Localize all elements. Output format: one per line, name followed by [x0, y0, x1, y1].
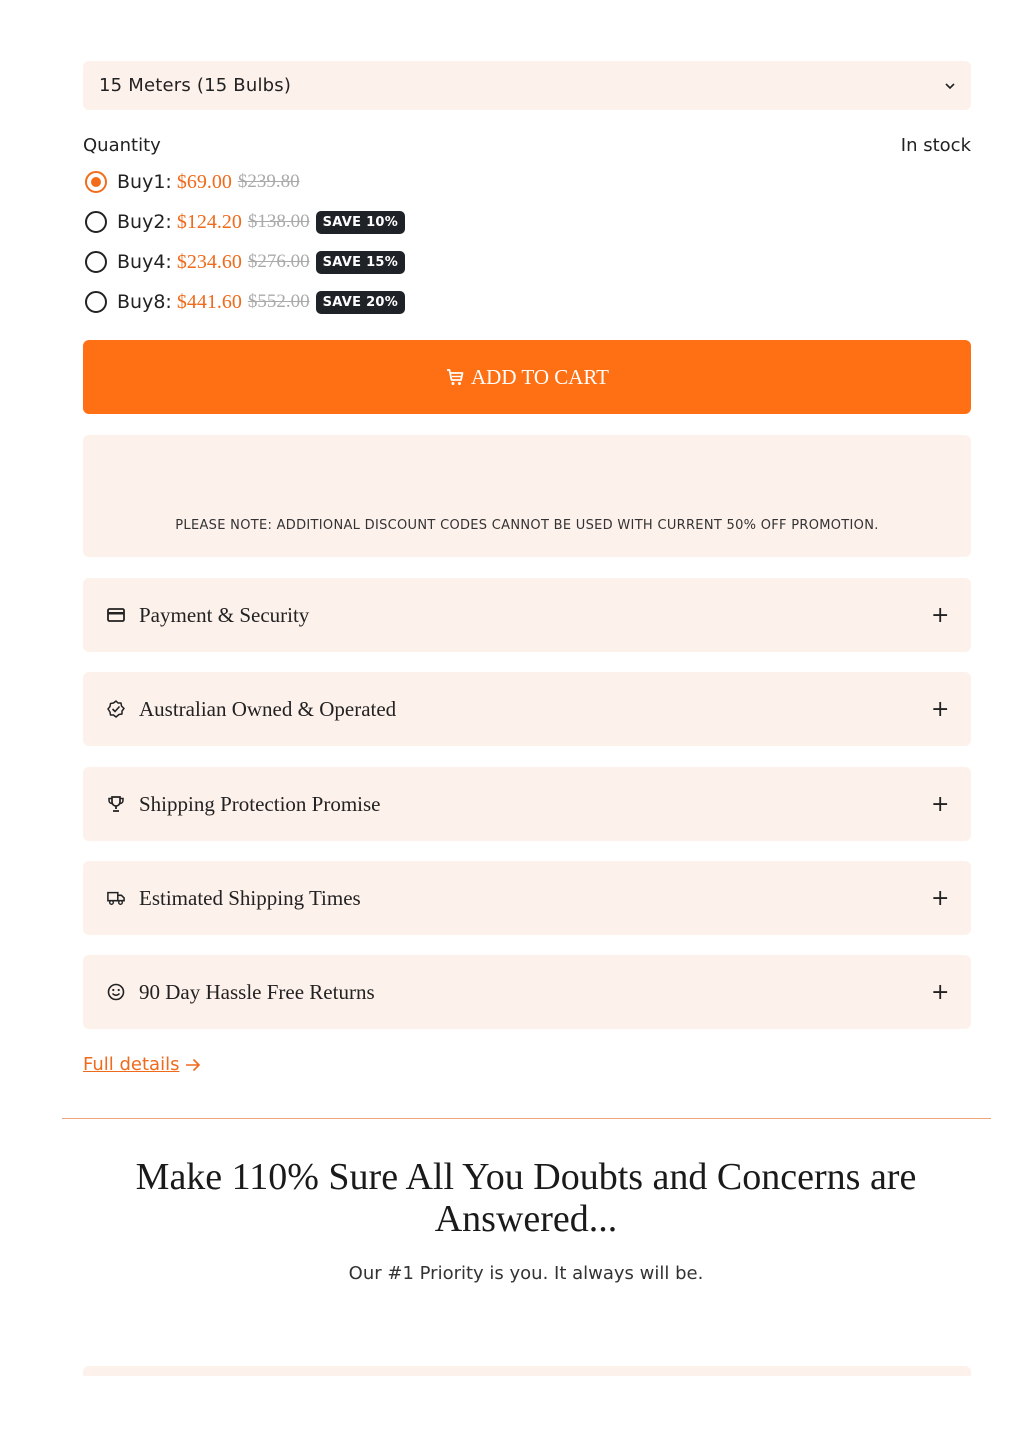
- option-old-price: $276.00: [247, 251, 310, 272]
- radio-button[interactable]: [85, 251, 107, 273]
- accordion-title: Australian Owned & Operated: [139, 696, 397, 721]
- plus-icon: +: [931, 791, 950, 817]
- quantity-row: [83, 135, 971, 156]
- quantity-option-buy1[interactable]: [85, 167, 300, 197]
- option-label: Buy1:: [117, 171, 172, 193]
- plus-icon: +: [931, 696, 950, 722]
- accordion-australian-owned[interactable]: [83, 672, 971, 746]
- stock-status: In stock: [900, 135, 971, 156]
- quantity-label: Quantity: [83, 135, 161, 156]
- accordion-returns[interactable]: [83, 955, 971, 1029]
- promo-note-text: PLEASE NOTE: ADDITIONAL DISCOUNT CODES CANNOT BE USED WITH CURRENT 50% OFF PROMOTION.: [175, 518, 879, 533]
- faq-subtitle: Our #1 Priority is you. It always will be.: [348, 1263, 704, 1284]
- trophy-icon: [107, 795, 125, 813]
- option-label: Buy4:: [117, 251, 172, 273]
- save-badge: SAVE 15%: [316, 251, 406, 274]
- accordion-payment-security[interactable]: [83, 578, 971, 652]
- radio-button-selected[interactable]: [85, 171, 107, 193]
- promo-note: [83, 435, 971, 557]
- variant-select-value: 15 Meters (15 Bulbs): [99, 75, 292, 96]
- plus-icon: +: [931, 602, 950, 628]
- cart-icon: [445, 367, 465, 387]
- quantity-option-buy4[interactable]: [85, 247, 405, 277]
- truck-icon: [107, 889, 125, 907]
- accordion-shipping-protection[interactable]: [83, 767, 971, 841]
- section-divider: [62, 1118, 991, 1119]
- radio-button[interactable]: [85, 211, 107, 233]
- option-old-price: $239.80: [237, 171, 300, 192]
- save-badge: SAVE 20%: [316, 291, 406, 314]
- arrow-right-icon: [185, 1058, 201, 1072]
- option-price: $441.60: [176, 290, 242, 313]
- accordion-title: Shipping Protection Promise: [139, 791, 381, 816]
- accordion-shipping-times[interactable]: [83, 861, 971, 935]
- accordion-title: Payment & Security: [139, 602, 310, 627]
- quantity-option-buy2[interactable]: [85, 207, 405, 237]
- option-label: Buy8:: [117, 291, 172, 313]
- option-price: $124.20: [176, 210, 242, 233]
- add-to-cart-label: ADD TO CART: [471, 364, 609, 389]
- plus-icon: +: [931, 979, 950, 1005]
- radio-button[interactable]: [85, 291, 107, 313]
- accordion-title: Estimated Shipping Times: [139, 885, 361, 910]
- chevron-down-icon: [945, 81, 955, 91]
- save-badge: SAVE 10%: [316, 211, 406, 234]
- option-old-price: $138.00: [247, 211, 310, 232]
- option-price: $234.60: [176, 250, 242, 273]
- faq-card-partial: [83, 1366, 971, 1376]
- credit-card-icon: [107, 606, 125, 624]
- option-old-price: $552.00: [247, 291, 310, 312]
- variant-select[interactable]: [83, 61, 971, 110]
- option-label: Buy2:: [117, 211, 172, 233]
- faq-title: Make 110% Sure All You Doubts and Concerns are Answered...: [135, 1156, 917, 1240]
- add-to-cart-button[interactable]: [83, 340, 971, 414]
- accordion-title: 90 Day Hassle Free Returns: [139, 979, 375, 1004]
- quantity-option-buy8[interactable]: [85, 287, 405, 317]
- option-price: $69.00: [176, 170, 232, 193]
- verified-badge-icon: [107, 700, 125, 718]
- smiley-icon: [107, 983, 125, 1001]
- full-details-link[interactable]: [83, 1054, 201, 1075]
- plus-icon: +: [931, 885, 950, 911]
- full-details-label: Full details: [83, 1054, 180, 1075]
